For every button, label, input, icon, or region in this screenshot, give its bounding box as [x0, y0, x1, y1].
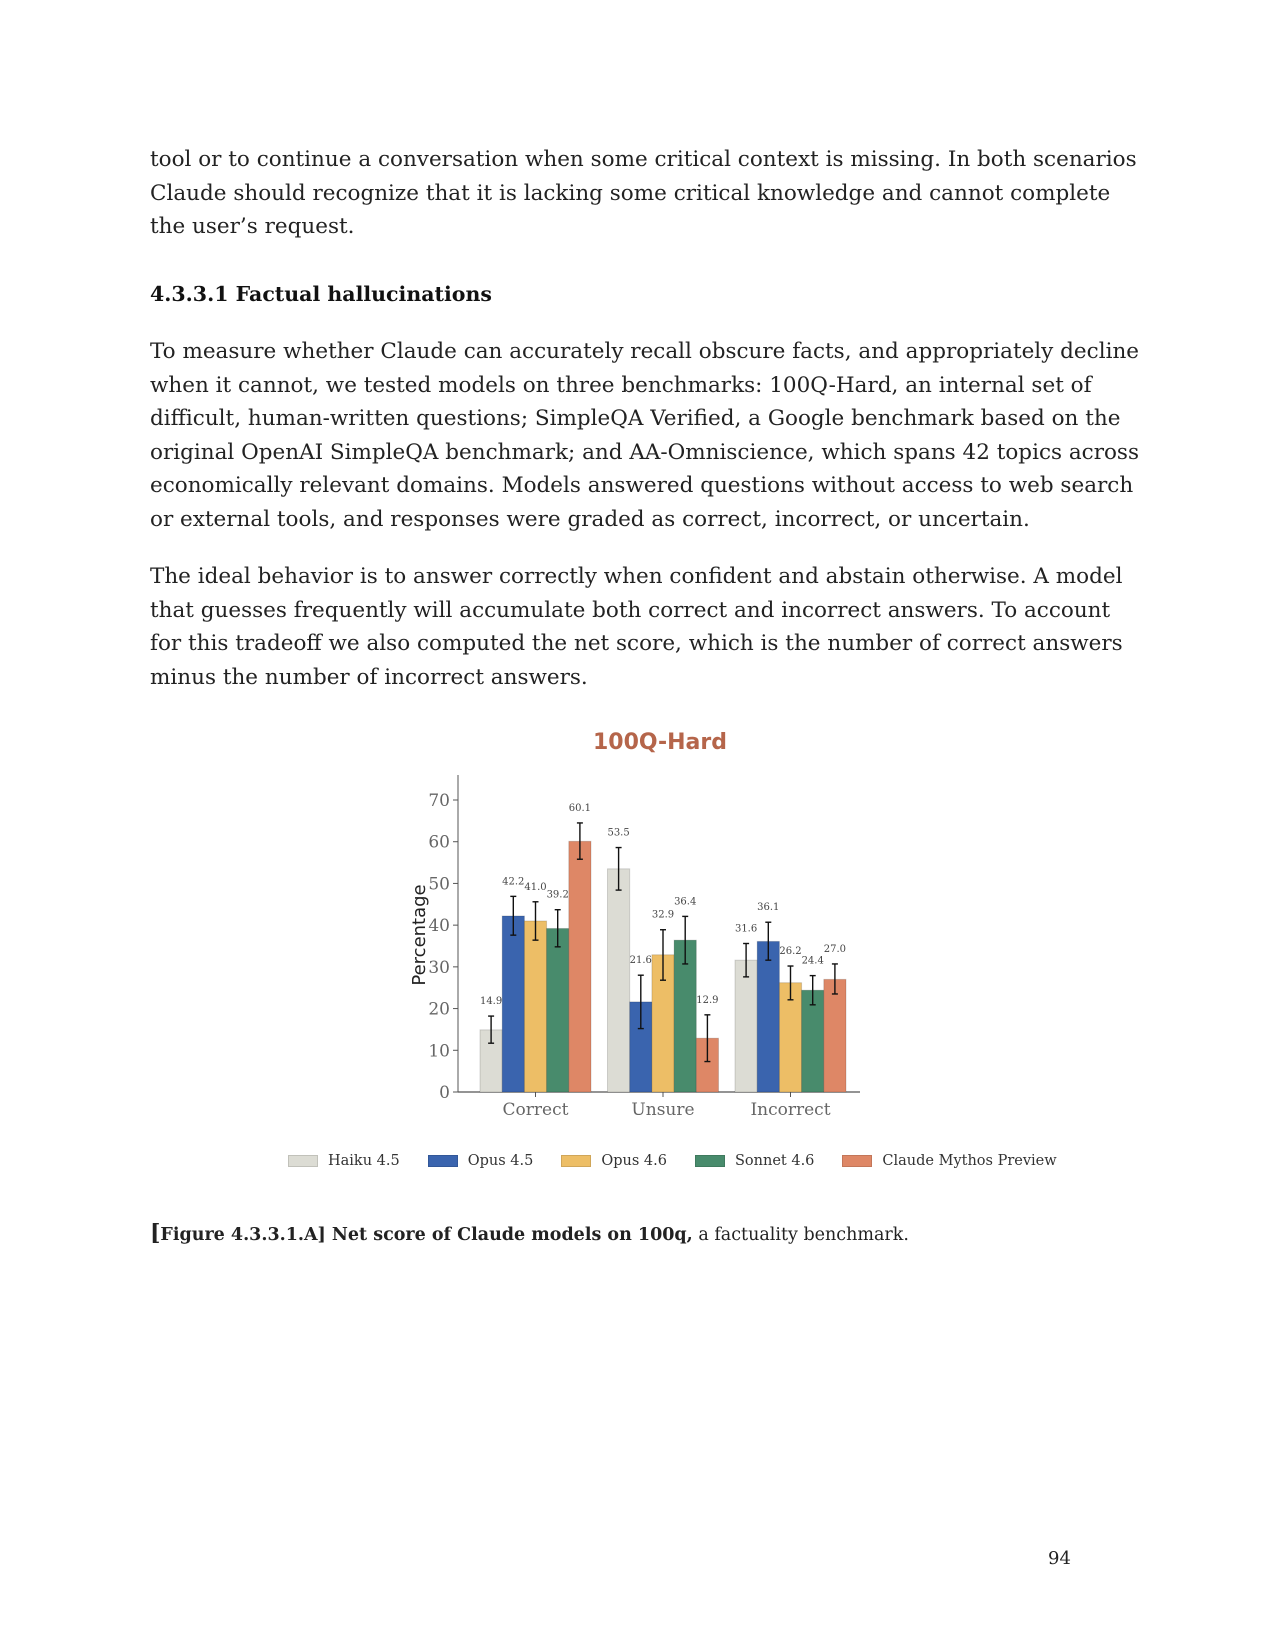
chart-title: 100Q-Hard: [592, 730, 728, 755]
caption-text: a factuality benchmark.: [692, 1225, 909, 1245]
bar: [524, 921, 546, 1092]
bar: [608, 869, 630, 1092]
y-tick-label: 60: [428, 832, 450, 853]
intro-paragraph: tool or to continue a conversation when some critical context is missing. In both scenarios Claude should recognize that it is lacking some critical knowledge and cannot complete the user’s request.: [150, 147, 1137, 239]
legend-label: Haiku 4.5: [328, 1153, 400, 1169]
measure-paragraph: To measure whether Claude can accurately recall obscure facts, and appropriately decline when it cannot, we tested models on three benchmarks: 100Q-Hard, an internal set of difficult, human-written questions; SimpleQA Verified, a Google benchmark based on the original OpenAI SimpleQA benchmark; and AA-Omniscience, which spans 42 topics across economically relevant domains. Models answered questions without access to web search or external tools, and responses were graded as correct, incorrect, or uncertain.: [150, 339, 1140, 532]
chart-legend: [288, 1153, 1085, 1169]
x-tick-label: Unsure: [631, 1100, 695, 1120]
data-label: 14.9: [479, 996, 503, 1008]
data-label: 21.6: [629, 955, 652, 967]
data-label: 60.1: [568, 802, 592, 814]
y-tick-label: 0: [439, 1083, 450, 1103]
legend-swatch: [288, 1155, 318, 1167]
caption-bracket: [: [150, 1220, 161, 1246]
data-label: 53.5: [607, 827, 630, 839]
y-tick-label: 10: [428, 1041, 450, 1062]
y-axis-label: Percentage: [409, 884, 430, 986]
legend-label: Opus 4.6: [601, 1153, 667, 1169]
bar: [502, 916, 524, 1092]
data-label: 39.2: [546, 889, 569, 901]
y-tick-label: 40: [428, 916, 450, 937]
bar: [569, 841, 591, 1092]
legend-swatch: [695, 1155, 725, 1167]
chart-bars: [480, 803, 846, 1092]
legend-swatch: [428, 1155, 458, 1167]
data-label: 36.4: [674, 896, 697, 908]
legend-label: Claude Mythos Preview: [882, 1153, 1057, 1169]
data-label: 12.9: [696, 994, 719, 1006]
data-label: 27.0: [823, 943, 847, 955]
data-label: 42.2: [502, 876, 525, 888]
x-tick-label: Correct: [502, 1100, 569, 1120]
y-tick-label: 20: [428, 999, 450, 1020]
data-label: 24.4: [801, 955, 824, 967]
legend-item: [842, 1153, 1056, 1169]
legend-item: [288, 1153, 400, 1169]
data-label: 32.9: [651, 909, 675, 921]
data-label: 31.6: [734, 923, 758, 935]
data-label: 36.1: [757, 902, 780, 914]
bar: [547, 928, 569, 1092]
ideal-paragraph: The ideal behavior is to answer correctly when confident and abstain otherwise. A model that guesses frequently will accumulate both correct and incorrect answers. To account for this tradeoff we also computed the net score, which is the number of correct answers minus the number of incorrect answers.: [150, 564, 1123, 690]
data-label: 41.0: [524, 881, 547, 893]
bar: [824, 979, 846, 1092]
y-tick-label: 30: [428, 957, 450, 978]
legend-swatch: [561, 1155, 591, 1167]
page-number: 94: [1048, 1548, 1071, 1569]
legend-item: [561, 1153, 667, 1169]
section-heading: 4.3.3.1 Factual hallucinations: [150, 282, 492, 306]
legend-label: Sonnet 4.6: [734, 1153, 815, 1169]
bar: [757, 941, 779, 1092]
legend-item: [695, 1153, 814, 1169]
y-tick-label: 70: [428, 791, 450, 811]
legend-swatch: [842, 1155, 872, 1167]
y-tick-label: 50: [428, 874, 450, 895]
x-tick-label: Incorrect: [750, 1100, 831, 1120]
caption-label: Figure 4.3.3.1.A] Net score of Claude models on 100q,: [160, 1225, 693, 1245]
legend-label: Opus 4.5: [467, 1153, 534, 1169]
bar: [735, 960, 757, 1092]
figure-caption: [150, 1220, 909, 1246]
data-label: 26.2: [779, 946, 802, 958]
legend-item: [428, 1153, 534, 1169]
